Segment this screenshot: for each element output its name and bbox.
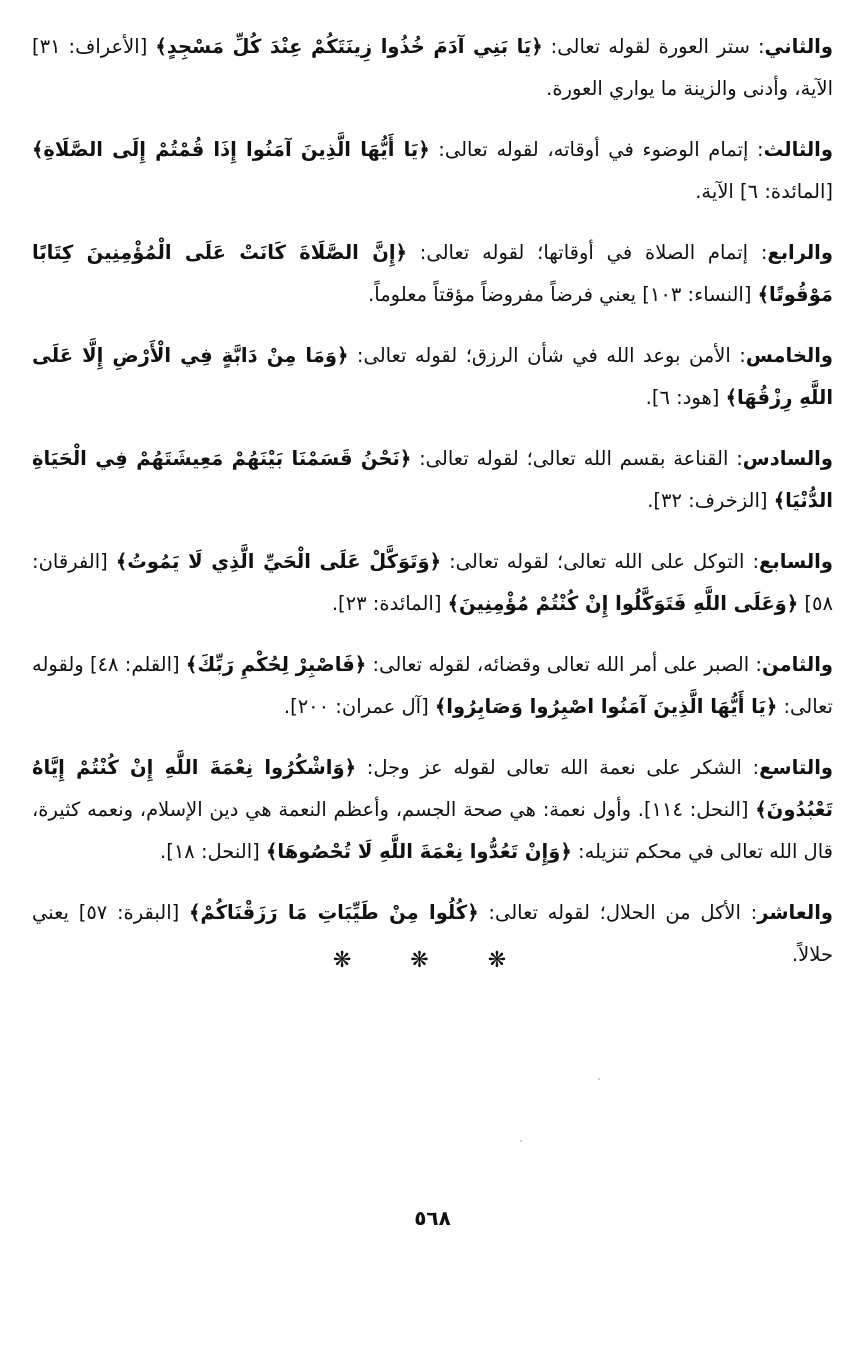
paragraph-lead: والسابع xyxy=(759,550,833,573)
paragraph-text: : التوكل على الله تعالى؛ لقوله تعالى: xyxy=(441,550,760,573)
page-body xyxy=(32,26,833,995)
verse-reference-second: [المائدة: ٢٣]. xyxy=(331,592,448,615)
paragraph-text: : إتمام الوضوء في أوقاته، لقوله تعالى: xyxy=(429,138,764,161)
paragraph-text: : ستر العورة لقوله تعالى: xyxy=(542,35,765,58)
paragraph-lead: والثامن xyxy=(761,653,834,676)
section-separator: ❋ ❋ ❋ xyxy=(332,948,533,973)
quran-verse: ﴿وَاشْكُرُوا نِعْمَةَ اللَّهِ إِنْ كُنْتُمْ إِيَّاهُ تَعْبُدُونَ﴾ xyxy=(32,756,833,821)
quran-verse: ﴿نَحْنُ قَسَمْنَا بَيْنَهُمْ مَعِيشَتَهُمْ فِي الْحَيَاةِ الدُّنْيَا﴾ xyxy=(32,447,833,512)
paragraph-text: : الشكر على نعمة الله تعالى لقوله عز وجل: xyxy=(356,756,760,779)
verse-reference: [القلم: ٤٨] ولقوله تعالى: xyxy=(32,653,833,718)
verse-reference: [النحل: ١١٤]. وأول نعمة: هي صحة الجسم، وأعظم النعمة هي دين الإسلام، ونعمه كثيرة، قال الله تعالى في محكم تنزيله: xyxy=(32,798,833,863)
scan-speck xyxy=(520,1140,522,1142)
paragraph-9 xyxy=(32,747,833,873)
paragraph-lead: والخامس xyxy=(745,344,833,367)
paragraph-5 xyxy=(32,335,833,419)
paragraph-lead: والثاني xyxy=(764,35,833,58)
quran-verse: ﴿وَمَا مِنْ دَابَّةٍ فِي الْأَرْضِ إِلَّا عَلَى اللَّهِ رِزْقُهَا﴾ xyxy=(32,344,833,409)
quran-verse-second: ﴿وَعَلَى اللَّهِ فَتَوَكَّلُوا إِنْ كُنْتُمْ مُؤْمِنِينَ﴾ xyxy=(447,592,799,615)
quran-verse: ﴿وَتَوَكَّلْ عَلَى الْحَيِّ الَّذِي لَا يَمُوتُ﴾ xyxy=(115,550,442,573)
verse-reference-second: [آل عمران: ٢٠٠]. xyxy=(283,695,435,718)
paragraph-lead: والتاسع xyxy=(759,756,833,779)
quran-verse: ﴿يَا بَنِي آدَمَ خُذُوا زِينَتَكُمْ عِنْدَ كُلِّ مَسْجِدٍ﴾ xyxy=(155,35,543,58)
paragraph-3 xyxy=(32,129,833,213)
paragraph-text: : القناعة بقسم الله تعالى؛ لقوله تعالى: xyxy=(411,447,743,470)
paragraph-text: : إتمام الصلاة في أوقاتها؛ لقوله تعالى: xyxy=(406,241,768,264)
verse-reference: [الفرقان: ٥٨] xyxy=(32,550,833,615)
quran-verse: ﴿يَا أَيُّهَا الَّذِينَ آمَنُوا إِذَا قُمْتُمْ إِلَى الصَّلَاةِ﴾ xyxy=(32,138,430,161)
paragraph-2 xyxy=(32,26,833,110)
verse-reference: [المائدة: ٦] الآية. xyxy=(695,180,833,203)
quran-verse: ﴿فَاصْبِرْ لِحُكْمِ رَبِّكَ﴾ xyxy=(185,653,367,676)
paragraph-text: : الأكل من الحلال؛ لقوله تعالى: xyxy=(478,901,758,924)
quran-verse-second: ﴿يَا أَيُّهَا الَّذِينَ آمَنُوا اصْبِرُوا وَصَابِرُوا﴾ xyxy=(434,695,778,718)
verse-reference-second: [النحل: ١٨]. xyxy=(160,840,266,863)
quran-verse-second: ﴿وَإِنْ تَعُدُّوا نِعْمَةَ اللَّهِ لَا تُحْصُوهَا﴾ xyxy=(265,840,572,863)
quran-verse: ﴿كُلُوا مِنْ طَيِّبَاتِ مَا رَزَقْنَاكُمْ﴾ xyxy=(188,901,479,924)
verse-reference: [الأعراف: ٣١] الآية، وأدنى والزينة ما يواري العورة. xyxy=(32,35,833,100)
paragraph-lead: والثالث xyxy=(763,138,833,161)
paragraph-lead: والرابع xyxy=(767,241,833,264)
paragraph-8 xyxy=(32,644,833,728)
scan-speck xyxy=(598,1078,600,1080)
verse-reference: [النساء: ١٠٣] يعني فرضاً مفروضاً مؤقتاً معلوماً. xyxy=(368,283,758,306)
paragraph-lead: والسادس xyxy=(742,447,833,470)
paragraph-text: : الصبر على أمر الله تعالى وقضائه، لقوله تعالى: xyxy=(366,653,762,676)
verse-reference: [البقرة: ٥٧] يعني حلالاً. xyxy=(32,901,833,966)
paragraph-6 xyxy=(32,438,833,522)
page-number: ٥٦٨ xyxy=(414,1206,451,1230)
quran-verse: ﴿إِنَّ الصَّلَاةَ كَانَتْ عَلَى الْمُؤْمِنِينَ كِتَابًا مَوْقُوتًا﴾ xyxy=(32,241,833,306)
paragraph-text: : الأمن بوعد الله في شأن الرزق؛ لقوله تعالى: xyxy=(348,344,746,367)
verse-reference: [الزخرف: ٣٢]. xyxy=(647,489,774,512)
verse-reference: [هود: ٦]. xyxy=(645,386,726,409)
paragraph-4 xyxy=(32,232,833,316)
paragraph-7 xyxy=(32,541,833,625)
paragraph-lead: والعاشر xyxy=(757,901,833,924)
